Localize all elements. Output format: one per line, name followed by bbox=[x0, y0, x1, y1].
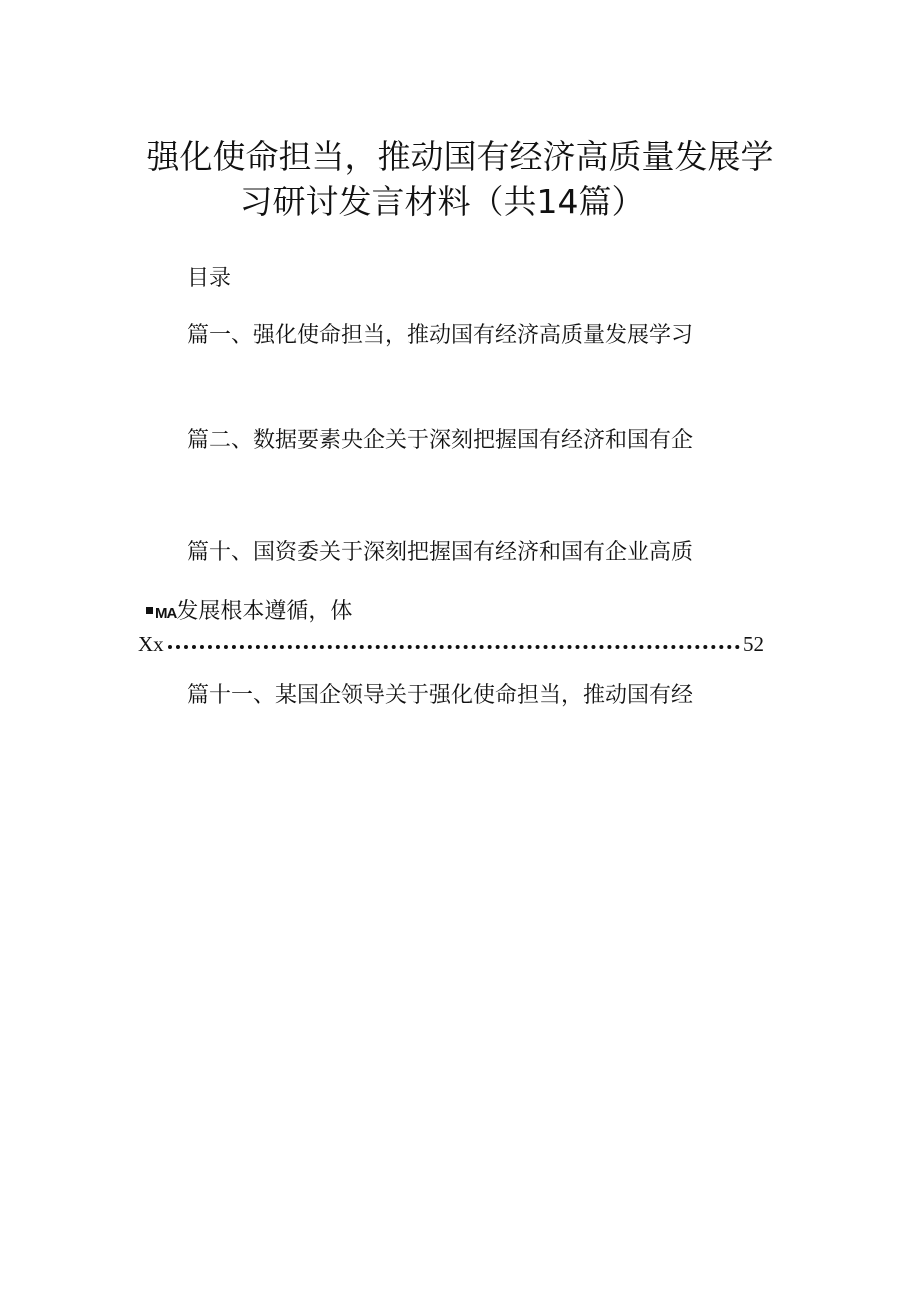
toc-entry-10[interactable]: 篇十、国资委关于深刻把握国有经济和国有企业高质 bbox=[187, 540, 694, 565]
toc-entry-2[interactable]: 篇二、数据要素央企关于深刻把握国有经济和国有企 bbox=[187, 428, 694, 453]
square-bullet-icon bbox=[146, 607, 153, 614]
document-title-line-2: 习研讨发言材料（共14篇） bbox=[239, 182, 645, 221]
toc-heading: 目录 bbox=[187, 266, 232, 291]
toc-entry-10-page-number: 52 bbox=[743, 632, 764, 656]
dot-leader bbox=[168, 645, 740, 649]
toc-entry-10-leader-line[interactable] bbox=[138, 628, 764, 660]
toc-entry-10-continuation[interactable] bbox=[146, 597, 352, 629]
document-title-line-1: 强化使命担当，推动国有经济高质量发展学 bbox=[146, 137, 774, 176]
toc-entry-1[interactable]: 篇一、强化使命担当，推动国有经济高质量发展学习 bbox=[187, 323, 694, 348]
toc-entry-10-continuation-text: 发展根本遵循，体 bbox=[176, 599, 353, 624]
toc-entry-10-leader-lead: Xx bbox=[138, 632, 164, 656]
toc-entry-10-prefix: MA bbox=[155, 605, 177, 622]
toc-entry-11[interactable]: 篇十一、某国企领导关于强化使命担当，推动国有经 bbox=[187, 683, 694, 708]
